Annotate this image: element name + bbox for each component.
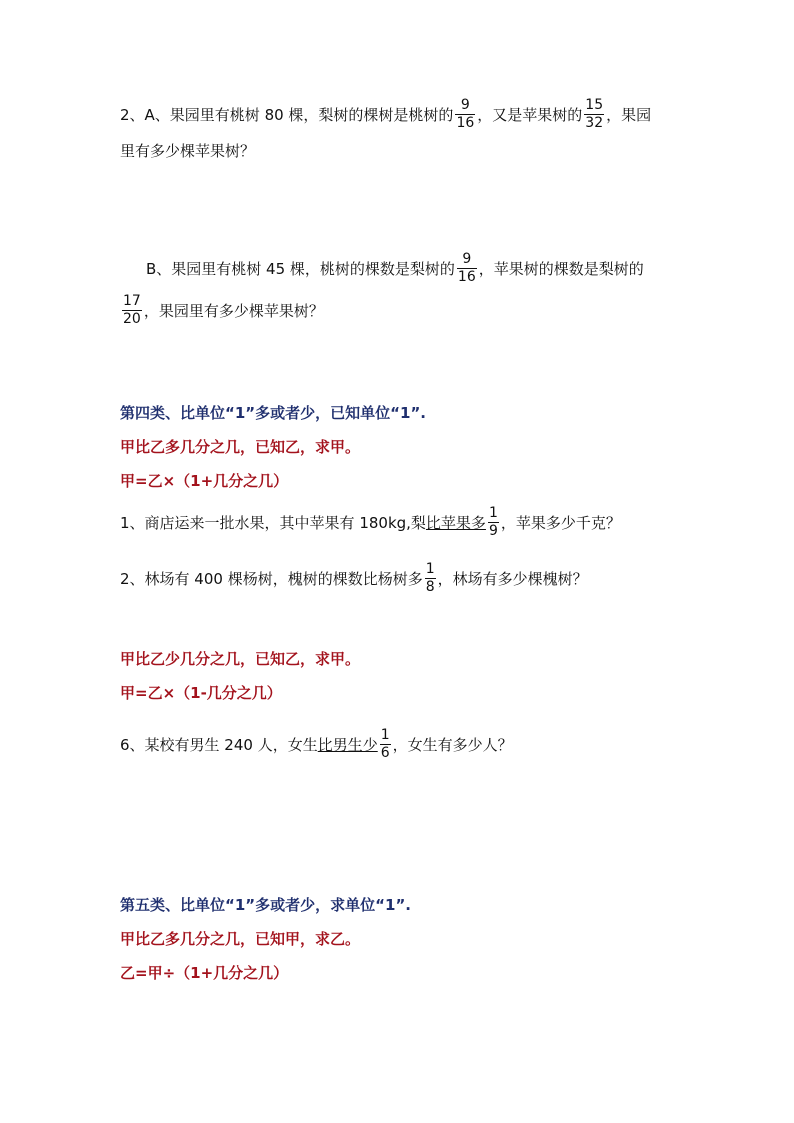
fraction-denominator: 16 — [457, 268, 476, 285]
problem-2a-line1 — [120, 98, 651, 130]
fraction-denominator: 6 — [380, 744, 390, 761]
section-5-subtitle-1: 甲比乙多几分之几，已知甲，求乙。 — [120, 930, 361, 948]
section-4-subtitle-2: 甲比乙少几分之几，已知乙，求甲。 — [120, 650, 361, 668]
fraction-numerator: 1 — [380, 727, 390, 743]
fraction-denominator: 32 — [585, 114, 604, 131]
fraction-denominator: 20 — [123, 310, 141, 327]
problem-2a-text-4: 里有多少棵苹果树？ — [120, 142, 256, 160]
fraction-numerator: 9 — [462, 251, 472, 267]
section-4-title: 第四类、比单位“1”多或者少，已知单位“1”. — [120, 404, 427, 422]
question-6 — [120, 728, 513, 760]
section-4-formula-1: 甲=乙×（1+几分之几） — [120, 472, 289, 490]
section-4-formula-2: 甲=乙×（1-几分之几） — [120, 684, 282, 702]
fraction-numerator: 1 — [488, 505, 498, 521]
problem-2a-text-2: ，又是苹果树的 — [477, 105, 583, 124]
fraction — [488, 506, 499, 538]
fraction-denominator: 8 — [425, 578, 435, 595]
section-4-subtitle-1: 甲比乙多几分之几，已知乙，求甲。 — [120, 438, 361, 456]
fraction-numerator: 1 — [425, 561, 435, 577]
fraction-numerator: 9 — [460, 97, 470, 113]
problem-2b-line1 — [146, 252, 644, 284]
fraction — [425, 562, 436, 594]
section-5-title: 第五类、比单位“1”多或者少，求单位“1”. — [120, 896, 412, 914]
question-6-text-1: 6、某校有男生 240 人，女生 — [120, 735, 318, 754]
question-1-text-2: ，苹果多少千克？ — [500, 513, 621, 532]
fraction-numerator: 15 — [585, 97, 604, 113]
question-6-text-2: ，女生有多少人？ — [392, 735, 513, 754]
question-6-underlined: 比男生少 — [317, 735, 378, 754]
fraction — [455, 98, 475, 130]
fraction-denominator: 16 — [456, 114, 475, 131]
problem-2b-text-1: B、果园里有桃树 45 棵，桃树的棵数是梨树的 — [146, 259, 455, 278]
fraction — [380, 728, 391, 760]
question-1-text-1: 1、商店运来一批水果，其中苹果有 180kg,梨 — [120, 513, 426, 532]
problem-2b-text-3: ，果园里有多少棵苹果树？ — [143, 301, 324, 320]
question-1-underlined: 比苹果多 — [425, 513, 486, 532]
problem-2a-text-3: ，果园 — [606, 105, 652, 124]
fraction — [457, 252, 477, 284]
problem-2a-text-1: 2、A、果园里有桃树 80 棵，梨树的棵树是桃树的 — [120, 105, 454, 124]
problem-2b-line2 — [120, 294, 324, 326]
question-1 — [120, 506, 621, 538]
question-2 — [120, 562, 588, 594]
fraction — [122, 294, 142, 326]
problem-2b-text-2: ，苹果树的棵数是梨树的 — [478, 259, 644, 278]
question-2-text-2: ，林场有多少棵槐树？ — [437, 569, 588, 588]
section-5-formula-1: 乙=甲÷（1+几分之几） — [120, 964, 289, 982]
fraction-numerator: 17 — [123, 293, 141, 309]
question-2-text-1: 2、林场有 400 棵杨树，槐树的棵数比杨树多 — [120, 569, 423, 588]
problem-2a-line2 — [120, 140, 255, 161]
fraction-denominator: 9 — [488, 522, 498, 539]
fraction — [584, 98, 604, 130]
